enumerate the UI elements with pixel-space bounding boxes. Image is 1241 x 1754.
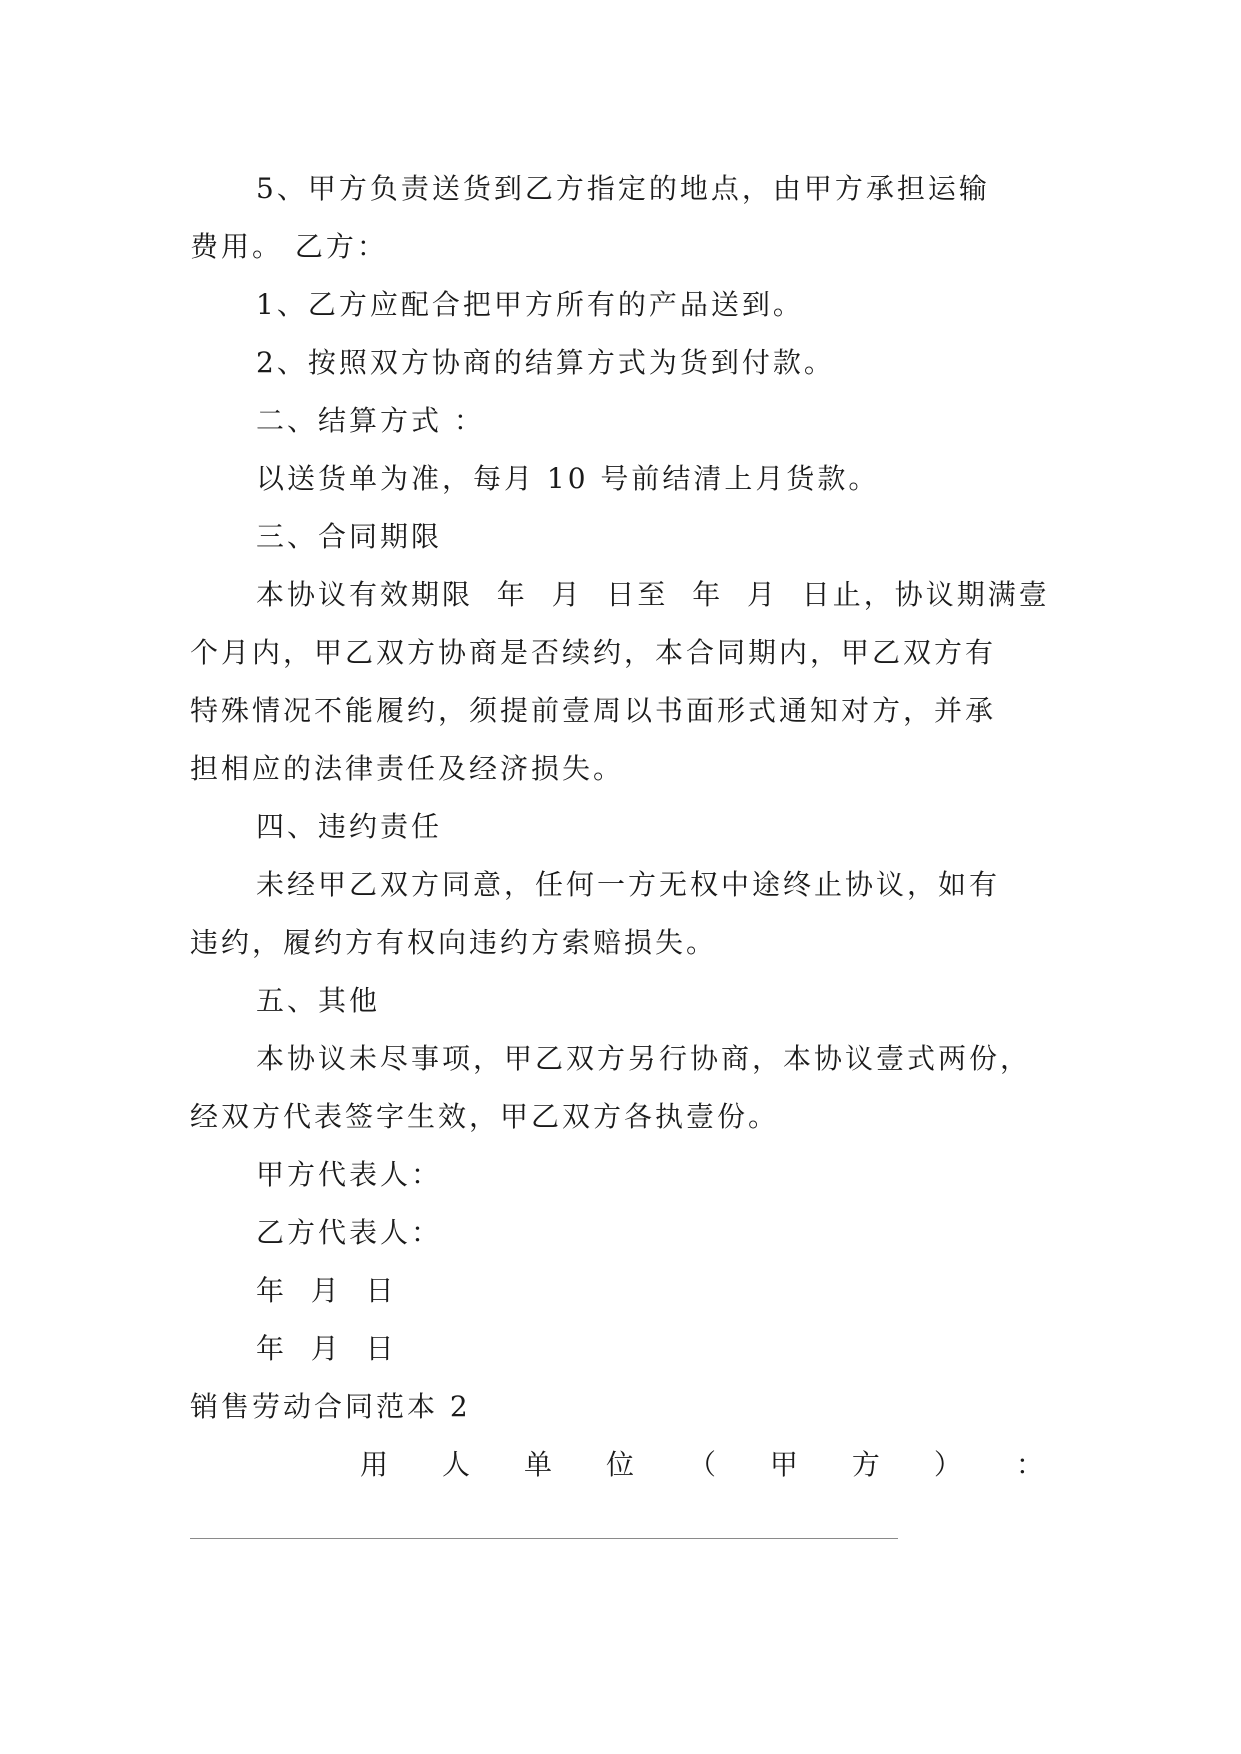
paragraph-line: 5、甲方负责送货到乙方指定的地点，由甲方承担运输 [256, 172, 990, 205]
document-title: 销售劳动合同范本 2 [190, 1390, 471, 1423]
paragraph-line: 特殊情况不能履约，须提前壹周以书面形式通知对方，并承 [190, 694, 997, 727]
employer-label-line [190, 1436, 1050, 1494]
section-heading: 五、其他 [256, 984, 381, 1017]
paragraph-line: 费用。 乙方： [190, 230, 388, 263]
fill-in-underline [190, 1538, 898, 1539]
paragraph-line: 未经甲乙双方同意，任何一方无权中途终止协议，如有 [256, 868, 1001, 901]
paragraph-line: 以送货单为准，每月 10 号前结清上月货款。 [256, 462, 880, 495]
paragraph-line: 个月内，甲乙双方协商是否续约，本合同期内，甲乙双方有 [190, 636, 997, 669]
employer-char: 人 [441, 1448, 470, 1481]
document-body [190, 160, 1050, 1494]
employer-char: ） [933, 1448, 962, 1481]
date-placeholder: 年 月 日 [256, 1332, 397, 1365]
paragraph-line: 2、按照双方协商的结算方式为货到付款。 [256, 346, 835, 379]
paragraph-line: 违约，履约方有权向违约方索赔损失。 [190, 926, 718, 959]
section-heading: 三、合同期限 [256, 520, 443, 553]
paragraph-line: 担相应的法律责任及经济损失。 [190, 752, 625, 785]
paragraph-line: 1、乙方应配合把甲方所有的产品送到。 [256, 288, 804, 321]
employer-char: 甲 [769, 1448, 798, 1481]
paragraph-line: 本协议有效期限 年 月 日至 年 月 日止，协议期满壹 [256, 578, 1050, 611]
section-heading: 四、违约责任 [256, 810, 443, 843]
paragraph-line: 经双方代表签字生效，甲乙双方各执壹份。 [190, 1100, 780, 1133]
paragraph-line: 本协议未尽事项，甲乙双方另行协商，本协议壹式两份， [256, 1042, 1032, 1075]
employer-char: （ [687, 1448, 716, 1481]
employer-char: 单 [523, 1448, 552, 1481]
employer-char: 用 [360, 1448, 389, 1481]
party-b-signature-label: 乙方代表人： [256, 1216, 443, 1249]
section-heading: 二、结算方式 ： [256, 404, 485, 437]
employer-char: 方 [851, 1448, 880, 1481]
date-placeholder: 年 月 日 [256, 1274, 397, 1307]
party-a-signature-label: 甲方代表人： [256, 1158, 443, 1191]
employer-char: 位 [605, 1448, 634, 1481]
employer-char: ： [1015, 1448, 1044, 1481]
